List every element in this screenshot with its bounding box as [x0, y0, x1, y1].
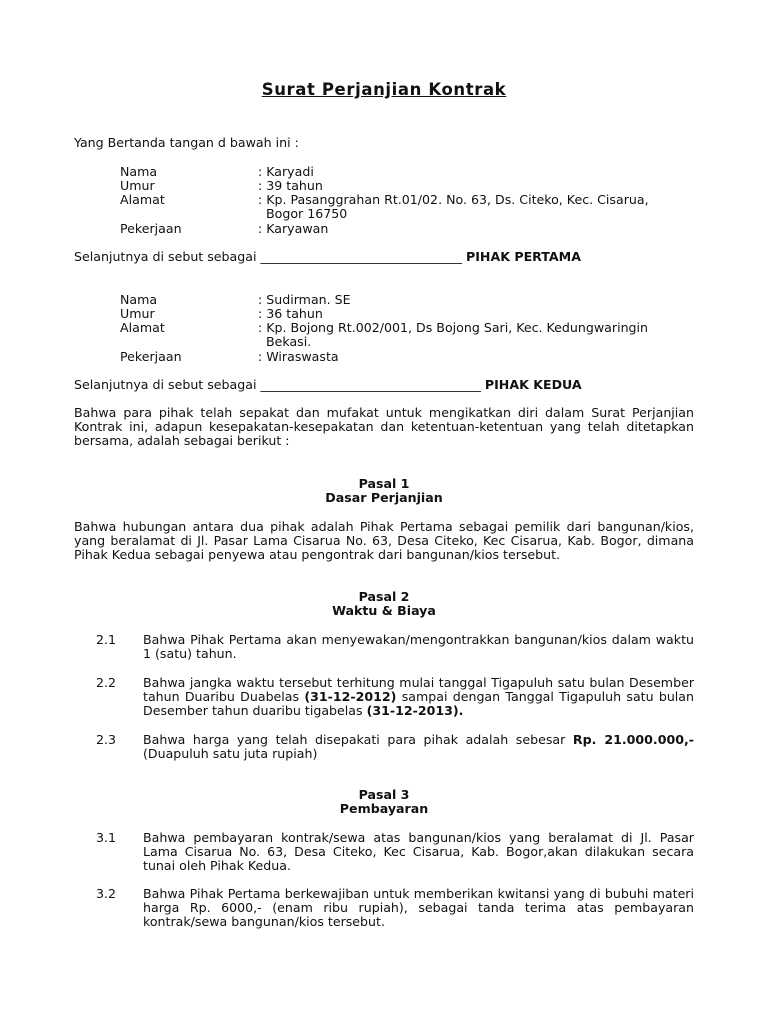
pasal2-item1-number: 2.1 [96, 632, 117, 647]
party1-designation-text: Selanjutnya di sebut sebagai ________________________________ [74, 249, 462, 264]
pasal3-item1-number: 3.1 [96, 830, 117, 845]
pasal2-subheading: Waktu & Biaya [332, 603, 436, 618]
party1-value-umur: : 39 tahun [258, 178, 323, 193]
party1-value-alamat-cont: Bogor 16750 [266, 206, 348, 221]
agreement-paragraph: Bahwa para pihak telah sepakat dan mufakat untuk mengikatkan diri dalam Surat Perjanjian Kontrak ini, adapun kesepakatan-kesepakatan dan ketentuan-ketentuan yang telah ditetapkan bersama, adalah sebagai berikut : [74, 405, 694, 449]
pasal2-item1-text: Bahwa Pihak Pertama akan menyewakan/mengontrakkan bangunan/kios dalam waktu 1 (satu) tahun. [143, 632, 694, 662]
party2-value-umur: : 36 tahun [258, 306, 323, 321]
party2-label-nama: Nama [120, 292, 158, 307]
intro-text: Yang Bertanda tangan d bawah ini : [74, 135, 299, 150]
pasal2-item2-date-end: (31-12-2013). [366, 703, 464, 719]
pasal3-subheading: Pembayaran [339, 801, 429, 816]
party2-value-alamat: : Kp. Bojong Rt.002/001, Ds Bojong Sari, Kec. Kedungwaringin [258, 320, 649, 335]
party2-role: PIHAK KEDUA [484, 377, 582, 392]
pasal1-subheading: Dasar Perjanjian [325, 490, 443, 505]
pasal2-item2-part1: Bahwa jangka waktu tersebut terhitung mulai tanggal Tigapuluh satu bulan Desember tahun Duaribu Duabelas [143, 675, 694, 705]
pasal3-heading: Pasal 3 [358, 787, 410, 802]
pasal2-item2-number: 2.2 [96, 675, 117, 690]
pasal2-item2-text [143, 676, 694, 719]
party1-value-pekerjaan: : Karyawan [258, 221, 329, 236]
party1-label-nama: Nama [120, 164, 158, 179]
document-title: Surat Perjanjian Kontrak [261, 80, 507, 99]
party1-label-alamat: Alamat [120, 192, 165, 207]
pasal2-item2-part2: sampai dengan Tanggal Tigapuluh satu bulan Desember tahun duaribu tigabelas [143, 689, 695, 719]
party2-value-nama: : Sudirman. SE [258, 292, 351, 307]
pasal3-item2-text: Bahwa Pihak Pertama berkewajiban untuk memberikan kwitansi yang di bubuhi materi harga Rp. 6000,- (enam ribu rupiah), sebagai tanda terima atas pembayaran kontrak/sewa bangunan/kios tersebut. [143, 886, 694, 930]
party2-label-alamat: Alamat [120, 320, 165, 335]
pasal2-item2-date-start: (31-12-2012) [304, 689, 397, 705]
party1-label-pekerjaan: Pekerjaan [120, 221, 182, 236]
party1-designation [74, 250, 694, 264]
party2-value-pekerjaan: : Wiraswasta [258, 349, 339, 364]
pasal2-item3-text [143, 733, 694, 761]
party1-role: PIHAK PERTAMA [466, 249, 581, 264]
pasal2-heading: Pasal 2 [358, 589, 410, 604]
pasal3-item1-text: Bahwa pembayaran kontrak/sewa atas bangunan/kios yang beralamat di Jl. Pasar Lama Cisarua No. 63, Desa Citeko, Kec Cisarua, Kab. Bogor,akan dilakukan secara tunai oleh Pihak Kedua. [143, 830, 694, 874]
party2-label-umur: Umur [120, 306, 155, 321]
party2-designation [74, 378, 694, 392]
pasal2-item3-number: 2.3 [96, 732, 117, 747]
party2-designation-text: Selanjutnya di sebut sebagai ___________________________________ [74, 377, 481, 392]
pasal2-item3-price: Rp. 21.000.000,- [572, 732, 695, 747]
pasal1-body: Bahwa hubungan antara dua pihak adalah Pihak Pertama sebagai pemilik dari bangunan/kios, yang beralamat di Jl. Pasar Lama Cisarua No. 63, Desa Citeko, Kec Cisarua, Kab. Bogor, dimana Pihak Kedua sebagai penyewa atau pengontrak dari bangunan/kios tersebut. [74, 519, 694, 563]
party2-label-pekerjaan: Pekerjaan [120, 349, 182, 364]
pasal1-heading: Pasal 1 [358, 476, 410, 491]
pasal3-item2-number: 3.2 [96, 886, 117, 901]
party1-label-umur: Umur [120, 178, 155, 193]
party1-value-alamat: : Kp. Pasanggrahan Rt.01/02. No. 63, Ds. Citeko, Kec. Cisarua, [258, 192, 649, 207]
pasal2-item3-part2: (Duapuluh satu juta rupiah) [143, 746, 318, 762]
pasal2-item3-part1: Bahwa harga yang telah disepakati para pihak adalah sebesar [143, 732, 573, 747]
party1-value-nama: : Karyadi [258, 164, 314, 179]
party2-value-alamat-cont: Bekasi. [266, 334, 312, 349]
